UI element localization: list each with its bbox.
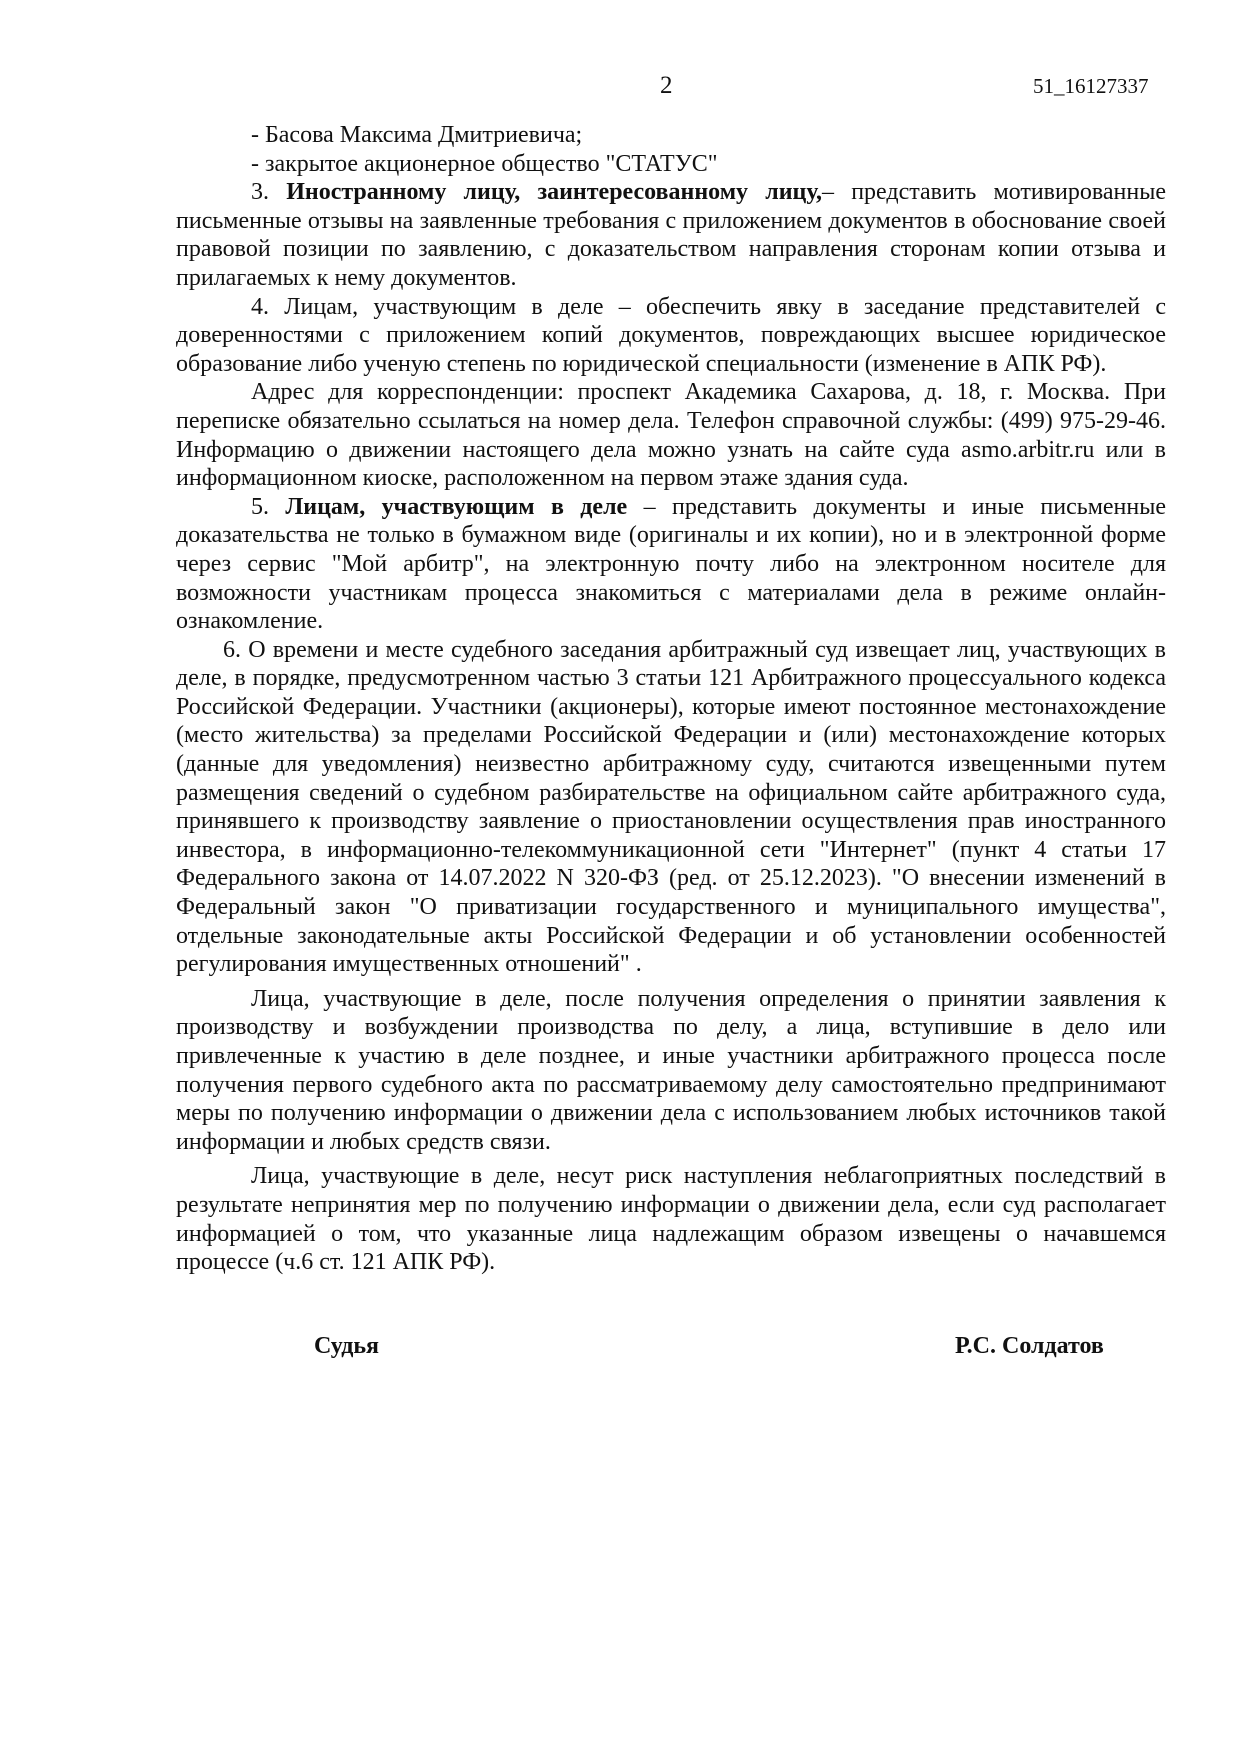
paragraph-8: Лица, участвующие в деле, несут риск наступления неблагоприятных последствий в результате непринятия мер по получению информации о движении дела, если суд располагает информацией о том, что указанные лица надлежащим образом извещены о начавшемся процессе (ч.6 ст. 121 АПК РФ). [176, 1163, 1166, 1276]
page-number: 2 [660, 72, 673, 99]
paragraph-3 [176, 178, 1166, 292]
paragraph-6: 6. О времени и месте судебного заседания арбитражный суд извещает лиц, участвующих в деле, в порядке, предусмотренном частью 3 статьи 121 Арбитражного процессуального кодекса Российской Федерации. Участники (акционеры), которые имеют постоянное местонахождение (место жительства) за пределами Российской Федерации и (или) местонахождение которых (данные для уведомления) неизвестно арбитражному суду, считаются извещенными путем размещения сведений о судебном разбирательстве на официальном сайте арбитражного суда, принявшего к производству заявление о приостановлении осуществления прав иностранного инвестора, в информационно-телекоммуникационной сети "Интернет" (пункт 4 статьи 17 Федерального закона от 14.07.2022 N 320-ФЗ (ред. от 25.12.2023). "О внесении изменений в Федеральный закон "О приватизации государственного и муниципального имущества", отдельные законодательные акты Российской Федерации и об установлении особенностей регулирования имущественных отношений" . [176, 636, 1166, 978]
paragraph-3-text: – представить мотивированные письменные отзывы на заявленные требования с приложением документов в обоснование своей правовой позиции по заявлению, с доказательством направления сторонам копии отзыва и прилагаемых к нему документов. [176, 179, 1166, 291]
document-body [176, 121, 1166, 1277]
paragraph-5-bold: Лицам, участвующим в деле [285, 493, 628, 520]
paragraph-5 [176, 493, 1166, 636]
list-item-company: - закрытое акционерное общество "СТАТУС" [251, 150, 718, 177]
signature-name: Р.С. Солдатов [955, 1333, 1104, 1359]
list-item-person: - Басова Максима Дмитриевича; [251, 122, 583, 148]
document-code: 51_16127337 [1033, 74, 1149, 98]
paragraph-4: 4. Лицам, участвующим в деле – обеспечить явку в заседание представителей с доверенностями с приложением копий документов, повреждающих высшее юридическое образование либо ученую степень по юридической специальности (изменение в АПК РФ). [176, 293, 1166, 377]
paragraph-5-text: – представить документы и иные письменные доказательства не только в бумажном виде (оригиналы и их копии), но и в электронной форме через сервис "Мой арбитр", на электронную почту либо на электронном носителе для возможности участникам процесса знакомиться с материалами дела в режиме онлайн-ознакомление. [176, 493, 1167, 635]
paragraph-5-number: 5. [251, 493, 286, 520]
paragraph-7: Лица, участвующие в деле, после получения определения о принятии заявления к производству и возбуждении производства по делу, а лица, вступившие в дело или привлеченные к участию в деле позднее, и иные участники арбитражного процесса после получения первого судебного акта по рассматриваемому делу самостоятельно предпринимают меры по получению информации о движении дела с использованием любых источников такой информации и любых средств связи. [176, 985, 1166, 1155]
paragraph-address: Адрес для корреспонденции: проспект Академика Сахарова, д. 18, г. Москва. При переписке обязательно ссылаться на номер дела. Телефон справочной службы: (499) 975-29-46. Информацию о движении настоящего дела можно узнать на сайте суда asmo.arbitr.ru или в информационном киоске, расположенном на первом этаже здания суда. [176, 379, 1166, 492]
paragraph-3-number: 3. [251, 179, 287, 206]
signature-title: Судья [314, 1333, 380, 1359]
paragraph-3-bold: Иностранному лицу, заинтересованному лицу, [286, 179, 822, 206]
